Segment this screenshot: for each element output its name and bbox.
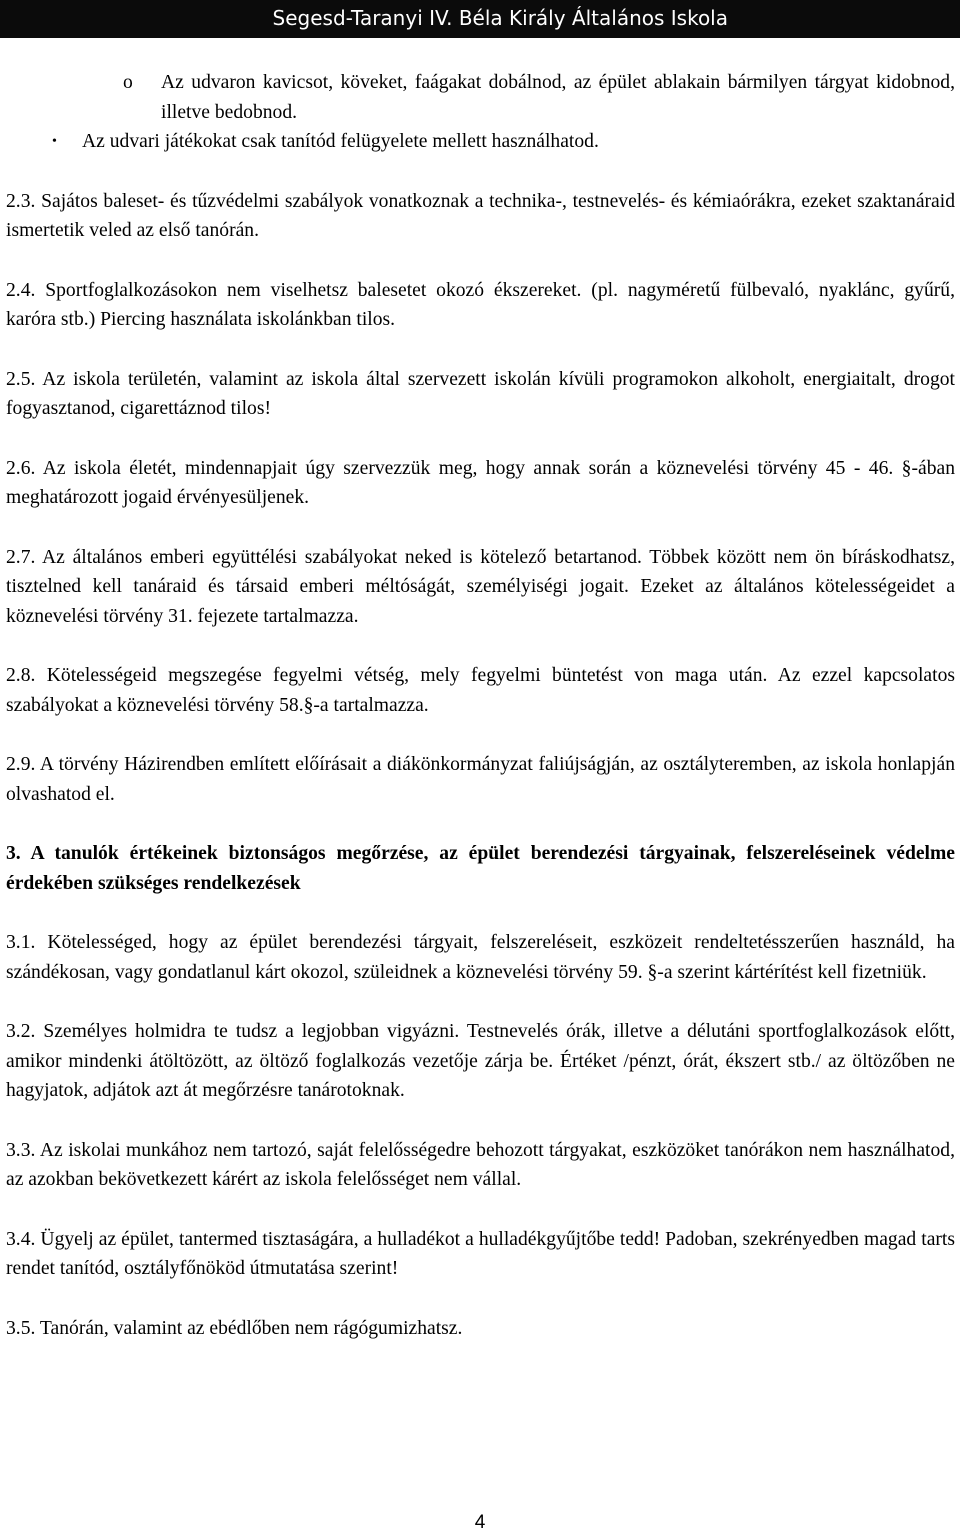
paragraph: 3.2. Személyes holmidra te tudsz a legjobban vigyázni. Testnevelés órák, illetve a délutáni sportfoglalkozások előtt, amikor mindenki átöltözött, az öltöző foglalkozás vezetője zárja be. Értéket /pénzt, órát, ékszert stb./ az öltözőben ne hagyjatok, adjátok azt át megőrzésre tanárotoknak. (6, 1021, 955, 1101)
paragraph: 3.4. Ügyelj az épület, tantermed tisztaságára, a hulladékot a hulladékgyűjtőbe tedd! Padoban, szekrényedben magad tarts rendet tanítód, osztályfőnököd útmutatása szerint! (6, 1228, 955, 1279)
paragraph: 2.4. Sportfoglalkozásokon nem viselhetsz balesetet okozó ékszereket. (pl. nagyméretű fülbevaló, nyaklánc, gyűrű, karóra stb.) Piercing használata iskolánkban tilos. (6, 279, 955, 330)
list-item (6, 68, 955, 127)
page-number: 4 (474, 1512, 486, 1533)
paragraph: 2.9. A törvény Házirendben említett előírásait a diákönkormányzat faliújságján, az osztályteremben, az iskola honlapján olvashatod el. (6, 754, 955, 805)
list-item-text: Az udvaron kavicsot, köveket, faágakat dobálnod, az épület ablakain bármilyen tárgyat kidobnod, illetve bedobnod. (161, 72, 955, 123)
bullet-icon: • (52, 134, 57, 149)
section-heading: 3. A tanulók értékeinek biztonságos megőrzése, az épület berendezési tárgyainak, felszereléseinek védelme érdekében szükséges rendelkezések (6, 843, 955, 894)
header-bar (0, 0, 960, 38)
document-body (6, 68, 955, 1373)
paragraph: 2.3. Sajátos baleset- és tűzvédelmi szabályok vonatkoznak a technika-, testnevelés- és kémiaórákra, ezeket szaktanáraid ismertetik veled az első tanórán. (6, 190, 955, 241)
paragraph: 2.6. Az iskola életét, mindennapjait úgy szervezzük meg, hogy annak során a köznevelési törvény 45 - 46. §-ában meghatározott jogaid érvényesüljenek. (6, 457, 955, 508)
circle-bullet-icon: o (123, 72, 133, 93)
list-item (6, 127, 955, 157)
paragraph: 2.5. Az iskola területén, valamint az iskola által szervezett iskolán kívüli programokon alkoholt, energiaitalt, drogot fogyasztanod, cigarettáznod tilos! (6, 368, 955, 419)
paragraph: 3.3. Az iskolai munkához nem tartozó, saját felelősségedre behozott tárgyakat, eszközöket tanórákon nem használhatod, az azokban bekövetkezett kárért az iskola felelősséget nem vállal. (6, 1139, 955, 1190)
paragraph: 3.5. Tanórán, valamint az ebédlőben nem rágógumizhatsz. (6, 1317, 463, 1339)
paragraph: 3.1. Kötelességed, hogy az épület berendezési tárgyait, felszereléseit, eszközeit rendeltetésszerűen használd, ha szándékosan, vagy gondatlanul kárt okozol, szüleidnek a köznevelési törvény 59. §-a szerint kártérítést kell fizetniük. (6, 932, 955, 983)
paragraph: 2.8. Kötelességeid megszegése fegyelmi vétség, mely fegyelmi büntetést von maga után. Az ezzel kapcsolatos szabályokat a köznevelési törvény 58.§-a tartalmazza. (6, 665, 955, 716)
paragraph: 2.7. Az általános emberi együttélési szabályokat neked is kötelező betartanod. Többek között nem ön bíráskodhatsz, tisztelned kell tanáraid és társaid emberi méltóságát, személyiségi jogait. Ezeket az általános kötelességeidet a köznevelési törvény 31. fejezete tartalmazza. (6, 546, 955, 627)
list-item-text: Az udvari játékokat csak tanítód felügyelete mellett használhatod. (82, 131, 599, 152)
header-title: Segesd-Taranyi IV. Béla Király Általános Iskola (272, 6, 728, 30)
